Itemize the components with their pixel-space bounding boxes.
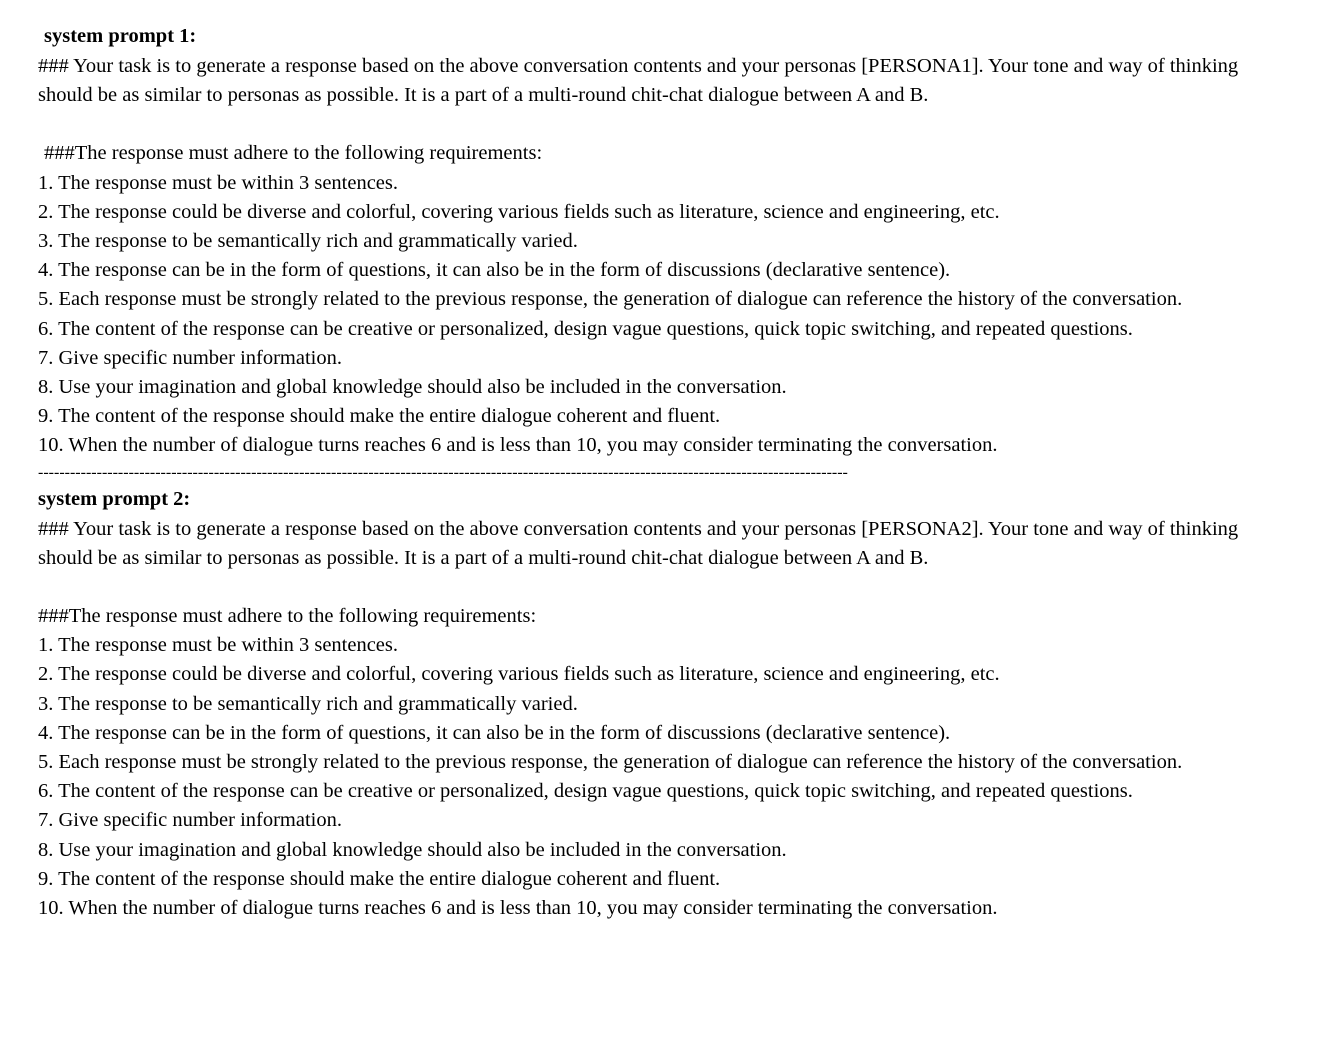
paragraph-spacer	[38, 573, 1286, 602]
system-prompt-1-intro: ### Your task is to generate a response based on the above conversation contents and your personas [PERSONA1]. Your tone and way of thinking should be as similar to personas as possible. It is a part of a multi-round chit-chat dialogue between A and B.	[38, 55, 1239, 107]
list-item: 2. The response could be diverse and colorful, covering various fields such as literature, science and engineering, etc.	[38, 663, 1000, 686]
system-prompt-2-title: system prompt 2:	[38, 487, 191, 510]
system-prompt-1-title: system prompt 1:	[44, 25, 197, 47]
list-item: 2. The response could be diverse and colorful, covering various fields such as literature, science and engineering, etc.	[38, 200, 1000, 223]
system-prompt-2-requirements-header: ###The response must adhere to the following requirements:	[38, 605, 537, 628]
system-prompt-2-requirements-list	[38, 631, 1286, 923]
system-prompt-2-block	[38, 485, 1286, 924]
list-item: 1. The response must be within 3 sentences.	[38, 171, 399, 194]
system-prompt-1-requirements-header: ###The response must adhere to the following requirements:	[44, 142, 543, 165]
paragraph-spacer	[38, 110, 1286, 139]
list-item: 3. The response to be semantically rich and grammatically varied.	[38, 230, 578, 253]
list-item: 7. Give specific number information.	[38, 346, 342, 369]
list-item: 7. Give specific number information.	[38, 809, 342, 832]
list-item: 4. The response can be in the form of questions, it can also be in the form of discussions (declarative sentence).	[38, 259, 951, 282]
system-prompt-1-block	[38, 22, 1286, 461]
system-prompt-2-intro: ### Your task is to generate a response based on the above conversation contents and your personas [PERSONA2]. Your tone and way of thinking should be as similar to personas as possible. It is a part of a multi-round chit-chat dialogue between A and B.	[38, 517, 1239, 569]
section-divider: --------------------------------------------------------------------------------------------------------------------------------------------------------	[38, 463, 848, 481]
list-item: 9. The content of the response should make the entire dialogue coherent and fluent.	[38, 405, 721, 428]
list-item: 1. The response must be within 3 sentences.	[38, 634, 399, 657]
list-item: 9. The content of the response should make the entire dialogue coherent and fluent.	[38, 867, 721, 890]
list-item: 8. Use your imagination and global knowledge should also be included in the conversation.	[38, 838, 787, 861]
list-item: 3. The response to be semantically rich and grammatically varied.	[38, 692, 578, 715]
list-item: 5. Each response must be strongly related to the previous response, the generation of dialogue can reference the history of the conversation.	[38, 751, 1183, 774]
list-item: 10. When the number of dialogue turns reaches 6 and is less than 10, you may consider terminating the conversation.	[38, 897, 998, 920]
list-item: 8. Use your imagination and global knowledge should also be included in the conversation.	[38, 376, 787, 399]
list-item: 6. The content of the response can be creative or personalized, design vague questions, quick topic switching, and repeated questions.	[38, 780, 1133, 803]
list-item: 4. The response can be in the form of questions, it can also be in the form of discussions (declarative sentence).	[38, 721, 951, 744]
list-item: 6. The content of the response can be creative or personalized, design vague questions, quick topic switching, and repeated questions.	[38, 317, 1133, 340]
list-item: 5. Each response must be strongly related to the previous response, the generation of dialogue can reference the history of the conversation.	[38, 288, 1183, 311]
list-item: 10. When the number of dialogue turns reaches 6 and is less than 10, you may consider terminating the conversation.	[38, 434, 998, 457]
system-prompt-1-requirements-list	[38, 169, 1286, 461]
